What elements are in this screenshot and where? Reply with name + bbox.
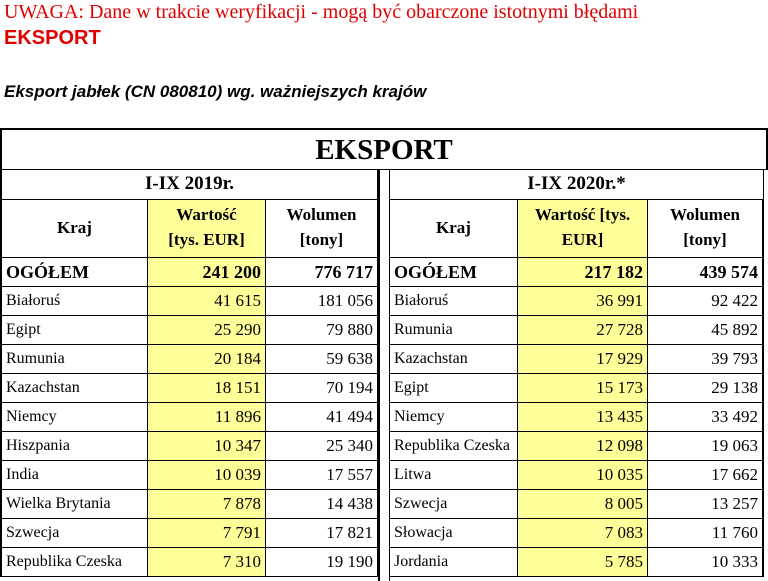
right-row-value: 12 098: [518, 432, 648, 461]
left-row-country: Egipt: [0, 316, 148, 345]
right-row-country: Słowacja: [390, 519, 518, 548]
right-col-volume-line: [tony]: [683, 230, 727, 249]
left-row-volume: 70 194: [266, 374, 378, 403]
left-row-country: Wielka Brytania: [0, 490, 148, 519]
left-row-value: 7 878: [148, 490, 266, 519]
left-row-value: 10 347: [148, 432, 266, 461]
right-row-country: Republika Czeska: [390, 432, 518, 461]
table-gap: [378, 170, 390, 581]
right-row-volume: 19 063: [648, 432, 764, 461]
right-row-country: Niemcy: [390, 403, 518, 432]
left-col-value: [148, 200, 266, 258]
left-col-country: Kraj: [0, 200, 148, 258]
right-col-value-line: EUR]: [561, 230, 604, 249]
right-row-value: 15 173: [518, 374, 648, 403]
right-row-volume: 92 422: [648, 287, 764, 316]
right-period-header: I-IX 2020r.*: [390, 170, 764, 200]
left-row-volume: 79 880: [266, 316, 378, 345]
left-col-volume: [266, 200, 378, 258]
left-row-value: 25 290: [148, 316, 266, 345]
right-row-volume: 33 492: [648, 403, 764, 432]
right-row-volume: 439 574: [648, 258, 764, 287]
left-col-volume-line: [tony]: [299, 230, 344, 249]
left-row-country: Rumunia: [0, 345, 148, 374]
warning-text: UWAGA: Dane w trakcie weryfikacji - mogą być obarczone istotnymi błędami: [4, 1, 639, 23]
section-heading: EKSPORT: [4, 27, 101, 49]
right-row-country: Białoruś: [390, 287, 518, 316]
right-row-value: 7 083: [518, 519, 648, 548]
right-row-volume: 17 662: [648, 461, 764, 490]
left-row-value: 11 896: [148, 403, 266, 432]
left-row-country: Republika Czeska: [0, 548, 148, 577]
left-col-volume-line: Wolumen: [286, 205, 357, 224]
left-row-country: India: [0, 461, 148, 490]
left-row-volume: 181 056: [266, 287, 378, 316]
left-row-volume: 59 638: [266, 345, 378, 374]
right-row-volume: 13 257: [648, 490, 764, 519]
left-row-value: 7 791: [148, 519, 266, 548]
left-row-country: Kazachstan: [0, 374, 148, 403]
right-col-value-line: Wartość [tys.: [534, 205, 631, 224]
right-col-country: Kraj: [390, 200, 518, 258]
right-row-value: 8 005: [518, 490, 648, 519]
right-row-volume: 10 333: [648, 548, 764, 577]
left-row-volume: 17 557: [266, 461, 378, 490]
right-col-volume-line: Wolumen: [670, 205, 740, 224]
left-row-volume: 41 494: [266, 403, 378, 432]
left-row-value: 7 310: [148, 548, 266, 577]
left-row-volume: 19 190: [266, 548, 378, 577]
left-col-value-line: [tys. EUR]: [168, 230, 245, 249]
right-row-country: Egipt: [390, 374, 518, 403]
right-row-volume: 11 760: [648, 519, 764, 548]
left-row-volume: 14 438: [266, 490, 378, 519]
left-row-value: 241 200: [148, 258, 266, 287]
right-row-volume: 29 138: [648, 374, 764, 403]
right-col-value: [518, 200, 648, 258]
right-row-volume: 39 793: [648, 345, 764, 374]
left-row-country: Hiszpania: [0, 432, 148, 461]
table-title: EKSPORT: [0, 128, 768, 170]
left-row-value: 41 615: [148, 287, 266, 316]
left-col-value-line: Wartość: [176, 205, 237, 224]
left-row-volume: 776 717: [266, 258, 378, 287]
left-row-country: Szwecja: [0, 519, 148, 548]
table-subtitle: Eksport jabłek (CN 080810) wg. ważniejszych krajów: [4, 82, 427, 101]
right-row-country: Szwecja: [390, 490, 518, 519]
export-table: [0, 128, 768, 581]
right-row-value: 217 182: [518, 258, 648, 287]
right-col-volume: [648, 200, 764, 258]
right-row-volume: 45 892: [648, 316, 764, 345]
right-row-country: Kazachstan: [390, 345, 518, 374]
right-row-country: Litwa: [390, 461, 518, 490]
left-row-value: 18 151: [148, 374, 266, 403]
left-row-country: Niemcy: [0, 403, 148, 432]
left-row-country: Białoruś: [0, 287, 148, 316]
right-row-country: OGÓŁEM: [390, 258, 518, 287]
right-row-value: 17 929: [518, 345, 648, 374]
left-period-header: I-IX 2019r.: [0, 170, 378, 200]
right-row-value: 5 785: [518, 548, 648, 577]
right-row-value: 10 035: [518, 461, 648, 490]
right-row-country: Jordania: [390, 548, 518, 577]
left-row-value: 10 039: [148, 461, 266, 490]
left-row-value: 20 184: [148, 345, 266, 374]
left-row-country: OGÓŁEM: [0, 258, 148, 287]
left-row-volume: 17 821: [266, 519, 378, 548]
left-row-volume: 25 340: [266, 432, 378, 461]
right-row-value: 13 435: [518, 403, 648, 432]
right-row-country: Rumunia: [390, 316, 518, 345]
right-row-value: 27 728: [518, 316, 648, 345]
right-row-value: 36 991: [518, 287, 648, 316]
